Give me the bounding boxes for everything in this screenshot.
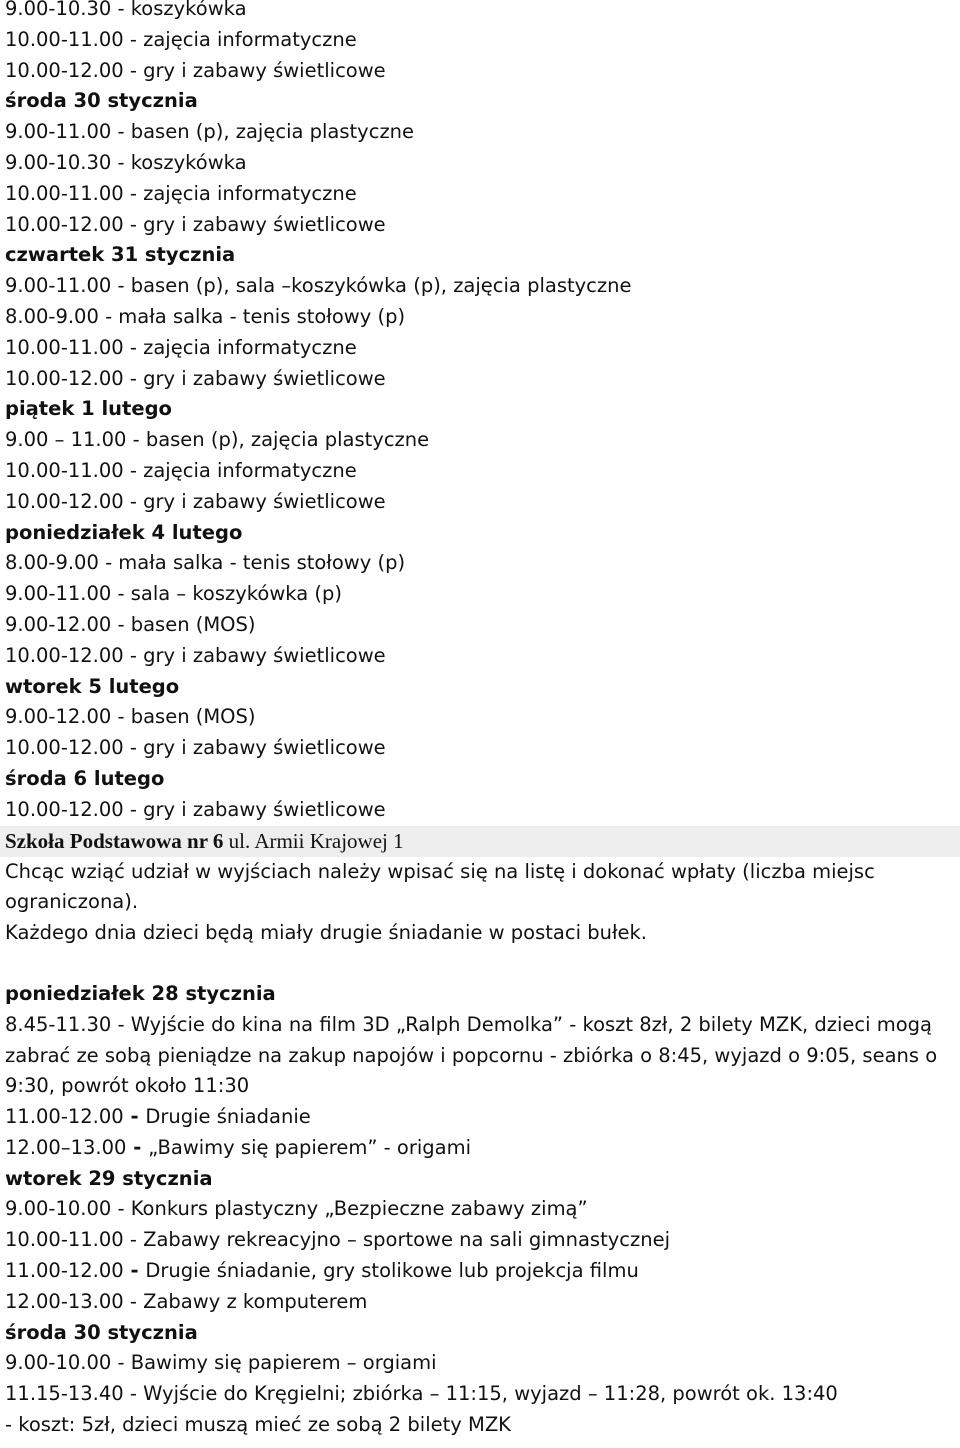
schedule-line: 10.00-12.00 - gry i zabawy świetlicowe (5, 643, 386, 667)
day-heading: piątek 1 lutego (5, 397, 172, 421)
schedule-item: - koszt: 5zł, dzieci muszą mieć ze sobą 2 bilety MZK (5, 1413, 511, 1437)
schedule-line: 9.00-12.00 - basen (MOS) (5, 612, 256, 636)
schedule-item: 11.15-13.40 - Wyjście do Kręgielni; zbiórka – 11:15, wyjazd – 11:28, powrót ok. 13:40 (5, 1382, 838, 1406)
schedule-line: 10.00-12.00 - gry i zabawy świetlicowe (5, 489, 386, 513)
item-time: 11.00-12.00 (5, 1105, 124, 1129)
schedule-line: 10.00-12.00 - gry i zabawy świetlicowe (5, 736, 386, 760)
day-heading: środa 30 stycznia (5, 1320, 198, 1344)
schedule-line: 8.00-9.00 - mała salka - tenis stołowy (p) (5, 551, 406, 575)
schedule-line: 10.00-11.00 - zajęcia informatyczne (5, 458, 357, 482)
school-name: Szkoła Podstawowa nr 6 (5, 828, 224, 853)
schedule-line: 10.00-11.00 - zajęcia informatyczne (5, 27, 357, 51)
item-time: 11.00-12.00 (5, 1259, 124, 1283)
school-header (0, 826, 960, 857)
schedule-line: 9.00-12.00 - basen (MOS) (5, 705, 256, 729)
intro-paragraph: Każdego dnia dzieci będą miały drugie śniadanie w postaci bułek. (5, 921, 647, 945)
item-separator: - (126, 1135, 149, 1159)
schedule-line: 9.00-10.30 - koszykówka (5, 0, 247, 20)
schedule-line: 9.00-10.30 - koszykówka (5, 150, 247, 174)
schedule-line: 10.00-12.00 - gry i zabawy świetlicowe (5, 212, 386, 236)
schedule-line: 10.00-12.00 - gry i zabawy świetlicowe (5, 797, 386, 821)
day-heading: poniedziałek 4 lutego (5, 520, 243, 544)
day-heading: środa 6 lutego (5, 766, 165, 790)
day-heading: wtorek 29 stycznia (5, 1166, 213, 1190)
schedule-line: 10.00-12.00 - gry i zabawy świetlicowe (5, 366, 386, 390)
schedule-line: 9.00 – 11.00 - basen (p), zajęcia plastyczne (5, 428, 430, 452)
item-separator: - (123, 1105, 146, 1129)
day-heading: poniedziałek 28 stycznia (5, 981, 276, 1005)
schedule-item: 9.00-10.00 - Konkurs plastyczny „Bezpieczne zabawy zimą” (5, 1197, 588, 1221)
schedule-item (5, 1102, 960, 1133)
schedule-item: 12.00-13.00 - Zabawy z komputerem (5, 1289, 368, 1313)
schedule-item: 9.00-10.00 - Bawimy się papierem – orgiami (5, 1351, 437, 1375)
schedule-item: 10.00-11.00 - Zabawy rekreacyjno – sportowe na sali gimnastycznej (5, 1228, 670, 1252)
schedule-line: 9.00-11.00 - basen (p), sala –koszykówka (p), zajęcia plastyczne (5, 274, 632, 298)
day-heading: czwartek 31 stycznia (5, 243, 236, 267)
schedule-line: 10.00-11.00 - zajęcia informatyczne (5, 335, 357, 359)
item-text: Drugie śniadanie (145, 1105, 311, 1129)
item-separator: - (123, 1259, 146, 1283)
schedule-line: 9.00-11.00 - basen (p), zajęcia plastyczne (5, 120, 415, 144)
day-heading: wtorek 5 lutego (5, 674, 180, 698)
schedule-item (5, 1256, 960, 1287)
item-text: „Bawimy się papierem” - origami (148, 1135, 472, 1159)
item-time: 12.00–13.00 (5, 1135, 127, 1159)
day-heading: środa 30 stycznia (5, 89, 198, 113)
intro-paragraph: Chcąc wziąć udział w wyjściach należy wpisać się na listę i dokonać wpłaty (liczba miejsc ograniczona). (5, 859, 875, 914)
schedule-item: 8.45-11.30 - Wyjście do kina na film 3D „Ralph Demolka” - koszt 8zł, 2 bilety MZK, dzieci mogą zabrać ze sobą pieniądze na zakup napojów i popcornu - zbiórka o 8:45, wyjazd o 9:05, seans o 9:30, powrót około 11:30 (5, 1012, 938, 1098)
spacer (5, 949, 960, 979)
schedule-line: 10.00-12.00 - gry i zabawy świetlicowe (5, 58, 386, 82)
schedule-line: 9.00-11.00 - sala – koszykówka (p) (5, 582, 342, 606)
schedule-line: 10.00-11.00 - zajęcia informatyczne (5, 181, 357, 205)
schedule-item (5, 1133, 960, 1164)
item-text: Drugie śniadanie, gry stolikowe lub projekcja filmu (145, 1259, 639, 1283)
school-address: ul. Armii Krajowej 1 (223, 828, 404, 853)
schedule-line: 8.00-9.00 - mała salka - tenis stołowy (p) (5, 304, 406, 328)
